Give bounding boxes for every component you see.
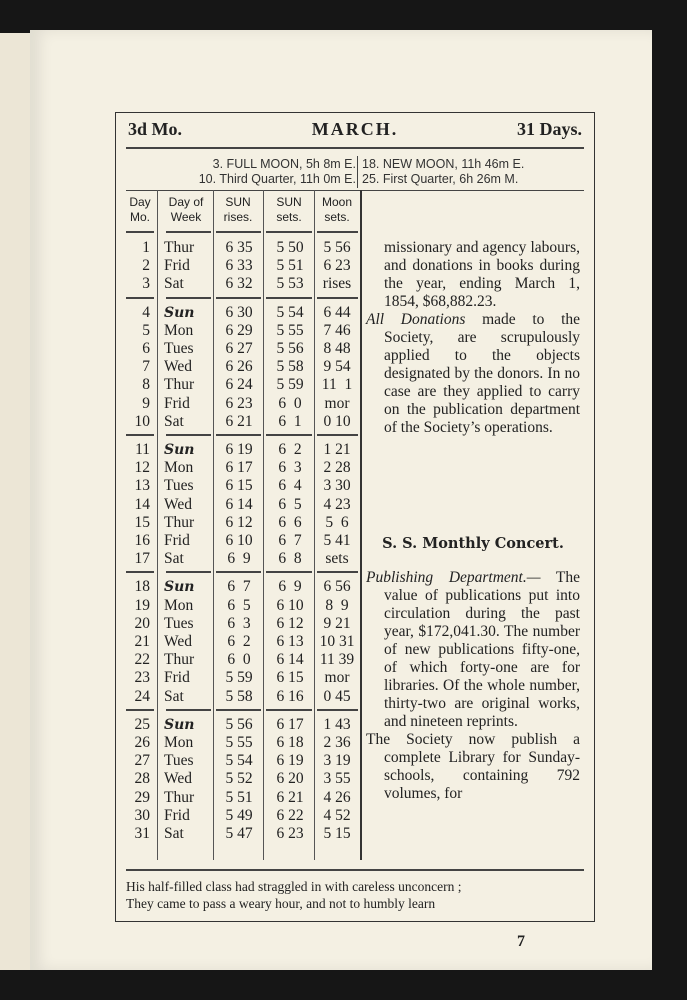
week-separator	[126, 434, 154, 436]
day-of-month: 6	[142, 340, 150, 357]
day-count: 31 Days.	[516, 119, 582, 139]
day-of-month: 14	[134, 495, 150, 513]
day-of-month: 4	[142, 303, 150, 321]
sun-rises-time: 6 33	[225, 257, 253, 275]
moon-sets-time: rises	[322, 275, 352, 293]
donations-lead: All Donations	[366, 311, 466, 328]
day-of-week: Sat	[164, 687, 184, 705]
sun-sets-time: 6 1	[278, 412, 302, 430]
side-text-block	[366, 239, 580, 437]
column-divider	[157, 190, 158, 860]
column-divider	[263, 190, 264, 860]
sun-sets-time: 6 21	[276, 788, 304, 806]
day-of-month: 26	[134, 734, 150, 751]
week-separator	[266, 709, 312, 711]
sun-rises-time: 6 7	[227, 578, 251, 596]
sun-sets-time: 6 8	[278, 550, 302, 568]
day-of-month: 19	[134, 596, 150, 614]
day-of-week: Sun	[164, 579, 195, 596]
moon-sets-time: 4 23	[323, 495, 351, 513]
sun-sets-time: 6 14	[276, 651, 304, 669]
moon-sets-time: 6 56	[323, 578, 351, 596]
day-of-month: 22	[134, 651, 150, 669]
side-text-block-2	[366, 569, 580, 803]
sun-sets-time: 6 19	[276, 752, 304, 770]
day-of-week: Wed	[164, 633, 193, 650]
day-of-month: 15	[134, 513, 150, 531]
day-of-month: 11	[135, 441, 150, 458]
day-of-month: 18	[134, 578, 150, 596]
sun-rises-time: 6 14	[225, 495, 253, 513]
footer-line-2: They came to pass a weary hour, and not to humbly learn	[126, 896, 436, 911]
day-of-month: 28	[134, 770, 150, 788]
sun-rises-time: 6 29	[225, 321, 253, 339]
table-header-rule	[266, 231, 312, 233]
column-divider	[314, 190, 315, 860]
sun-rises-time: 6 5	[227, 596, 251, 614]
sun-sets-time: 6 17	[276, 715, 304, 733]
week-separator	[166, 709, 211, 711]
sun-rises-time: 6 12	[225, 513, 253, 531]
sun-rises-time: 5 56	[225, 715, 253, 733]
sun-sets-time: 5 59	[276, 376, 304, 394]
day-of-week: Sat	[164, 275, 184, 293]
moon-sets-time: 0 45	[323, 687, 351, 705]
moon-sets-time: 1 21	[323, 441, 351, 458]
almanac-page	[30, 30, 652, 970]
sun-sets-time: 6 2	[278, 441, 302, 458]
moon-divider	[357, 156, 358, 188]
sun-sets-time: 6 15	[276, 669, 304, 687]
sun-rises-time: 5 49	[225, 806, 253, 824]
moon-sets-time: 5 41	[323, 532, 351, 549]
sun-sets-time: 6 6	[278, 513, 302, 531]
moon-sets-time: 2 36	[323, 734, 351, 751]
moon-rule	[126, 190, 584, 191]
table-header-rule	[317, 231, 358, 233]
day-of-week: Frid	[164, 257, 190, 275]
sun-rises-time: 5 47	[225, 825, 253, 842]
sun-rises-time: 6 21	[225, 412, 253, 430]
page-number: 7	[517, 933, 525, 950]
sun-rises-time: 6 35	[225, 239, 253, 256]
sun-sets-time: 6 3	[278, 459, 302, 477]
day-of-week: Wed	[164, 770, 193, 788]
day-of-month: 3	[142, 275, 150, 293]
sun-sets-time: 5 58	[276, 358, 304, 376]
month-number: 3d Mo.	[128, 119, 182, 139]
day-of-week: Frid	[164, 532, 190, 549]
sun-sets-time: 6 7	[278, 532, 302, 549]
day-of-week: Wed	[164, 495, 193, 513]
day-of-week: Sun	[164, 442, 195, 458]
week-separator	[166, 297, 211, 299]
week-separator	[317, 297, 358, 299]
sun-rises-time: 5 55	[225, 734, 253, 751]
table-header-rule	[166, 231, 211, 233]
day-of-week: Mon	[164, 459, 194, 477]
sun-rises-time: 6 27	[225, 340, 253, 357]
day-of-month: 8	[142, 376, 150, 394]
moon-sets-time: 9 21	[323, 614, 351, 632]
day-of-week: Mon	[164, 596, 194, 614]
moon-sets-time: 10 31	[319, 633, 355, 650]
sun-sets-time: 6 0	[278, 394, 302, 412]
week-separator	[266, 571, 312, 573]
sun-rises-time: 6 15	[225, 477, 253, 495]
day-of-month: 21	[134, 633, 150, 650]
day-of-month: 23	[134, 669, 150, 687]
sun-sets-time: 6 9	[278, 578, 302, 596]
sun-rises-time: 6 0	[227, 651, 251, 669]
moon-sets-time: 6 23	[323, 257, 351, 275]
day-of-month: 27	[134, 752, 150, 770]
day-of-month: 5	[142, 321, 150, 339]
sun-sets-time: 6 4	[278, 477, 302, 495]
sun-rises-time: 6 30	[225, 303, 253, 321]
week-separator	[126, 297, 154, 299]
moon-sets-time: 8 48	[323, 340, 351, 357]
moon-sets-time: 8 9	[325, 596, 349, 614]
day-of-week: Thur	[164, 651, 195, 669]
day-of-week: Thur	[164, 788, 195, 806]
footer-verse	[126, 878, 584, 912]
column-divider	[213, 190, 214, 860]
day-of-month: 16	[134, 532, 150, 549]
sun-sets-time: 5 53	[276, 275, 304, 293]
day-of-month: 10	[134, 412, 150, 430]
day-of-month: 12	[134, 459, 150, 477]
moon-sets-time: 5 56	[323, 239, 351, 256]
week-separator	[216, 434, 261, 436]
week-separator	[317, 571, 358, 573]
day-of-month: 2	[142, 257, 150, 275]
sun-rises-time: 6 19	[225, 441, 253, 458]
day-of-month: 30	[134, 806, 150, 824]
moon-sets-time: 3 55	[323, 770, 351, 788]
sun-rises-time: 5 54	[225, 752, 253, 770]
sun-sets-time: 6 16	[276, 687, 304, 705]
sun-sets-time: 6 12	[276, 614, 304, 632]
sun-rises-time: 6 23	[225, 394, 253, 412]
page-frame	[115, 112, 595, 922]
moon-phase-new: 18. NEW MOON, 11h 46m E.	[362, 157, 525, 171]
sun-sets-time: 5 54	[276, 303, 304, 321]
moon-sets-time: 2 28	[323, 459, 351, 477]
publishing-body: The value of publications put into circulation during the past year, $172,041.30. The number of new publications fifty-one, of which forty-one are for libraries. Of the whole number, thirty-two are original works, and nineteen reprints.	[384, 569, 580, 730]
paragraph-library: The Society now publish a complete Library for Sunday-schools, containing 792 volumes, for	[366, 731, 580, 802]
week-separator	[166, 434, 211, 436]
day-of-week: Frid	[164, 394, 190, 412]
day-of-week: Mon	[164, 321, 194, 339]
day-of-month: 29	[134, 788, 150, 806]
day-of-week: Tues	[164, 752, 194, 770]
moon-sets-time: 4 26	[323, 788, 351, 806]
page-header	[126, 119, 584, 143]
paragraph-publishing	[366, 569, 580, 731]
moon-sets-time: 7 46	[323, 321, 351, 339]
moon-sets-time: 6 44	[323, 303, 351, 321]
day-of-week: Frid	[164, 806, 190, 824]
header-day-of-week: Day of Week	[168, 195, 204, 224]
moon-sets-time: 9 54	[323, 358, 351, 376]
day-of-week: Sat	[164, 825, 184, 842]
day-of-month: 31	[134, 825, 150, 842]
day-of-week: Tues	[164, 340, 194, 357]
column-divider	[360, 190, 362, 860]
moon-phase-full: 3. FULL MOON, 5h 8m E.	[212, 157, 356, 171]
day-of-week: Thur	[164, 376, 195, 394]
concert-heading: S. S. Monthly Concert.	[382, 535, 564, 552]
moon-phase-first-quarter: 25. First Quarter, 6h 26m M.	[362, 172, 519, 186]
week-separator	[126, 709, 154, 711]
header-sun-sets: SUN sets.	[276, 195, 302, 224]
moon-sets-time: mor	[324, 669, 350, 687]
sun-rises-time: 6 9	[227, 550, 251, 568]
week-separator	[317, 709, 358, 711]
sun-sets-time: 6 13	[276, 633, 304, 650]
table-header-rule	[216, 231, 261, 233]
header-sun-rises: SUN rises.	[223, 195, 253, 224]
sun-rises-time: 6 3	[227, 614, 251, 632]
moon-sets-time: 0 10	[323, 412, 351, 430]
moon-phase-third-quarter: 10. Third Quarter, 11h 0m E.	[198, 172, 356, 186]
sun-sets-time: 6 5	[278, 495, 302, 513]
moon-sets-time: 4 52	[323, 806, 351, 824]
day-of-week: Sun	[164, 304, 195, 321]
sun-rises-time: 6 10	[225, 532, 253, 549]
sun-sets-time: 5 55	[276, 321, 304, 339]
donations-body: made to the Society, are scrupulously applied to the objects designated by the donors. In no case are they applied to carry on the publication department of the Society’s operations.	[384, 311, 581, 436]
sun-rises-time: 6 32	[225, 275, 253, 293]
sun-rises-time: 6 2	[227, 633, 251, 650]
day-of-month: 13	[134, 477, 150, 495]
paragraph-donations	[366, 311, 580, 437]
moon-sets-time: 11 39	[319, 651, 355, 669]
sun-rises-time: 6 24	[225, 376, 253, 394]
moon-sets-time: 1 43	[323, 715, 351, 733]
publishing-lead: Publishing Department.—	[366, 569, 541, 586]
sun-rises-time: 5 51	[225, 788, 253, 806]
header-moon-sets: Moon sets.	[321, 195, 353, 224]
day-of-month: 20	[134, 614, 150, 632]
day-of-month: 9	[142, 394, 150, 412]
sun-sets-time: 5 56	[276, 340, 304, 357]
sun-rises-time: 5 58	[225, 687, 253, 705]
day-of-month: 1	[142, 239, 150, 256]
week-separator	[266, 434, 312, 436]
sun-sets-time: 6 22	[276, 806, 304, 824]
week-separator	[126, 571, 154, 573]
sun-sets-time: 5 50	[276, 239, 304, 256]
day-of-week: Thur	[164, 513, 195, 531]
header-rule	[126, 147, 584, 149]
day-of-week: Tues	[164, 477, 194, 495]
sun-sets-time: 5 51	[276, 257, 304, 275]
week-separator	[216, 297, 261, 299]
day-of-week: Mon	[164, 734, 194, 751]
moon-sets-time: 5 15	[323, 825, 351, 842]
day-of-week: Sat	[164, 550, 184, 568]
week-separator	[216, 709, 261, 711]
week-separator	[317, 434, 358, 436]
week-separator	[216, 571, 261, 573]
day-of-week: Wed	[164, 358, 193, 376]
day-of-month: 17	[134, 550, 150, 568]
paragraph-missionary: missionary and agency labours, and donations in books during the year, ending March 1, 1854, $68,882.23.	[384, 239, 580, 310]
month-name: MARCH.	[311, 119, 399, 139]
day-of-week: Frid	[164, 669, 190, 687]
moon-sets-time: 5 6	[325, 513, 349, 531]
moon-sets-time: 3 30	[323, 477, 351, 495]
sun-rises-time: 6 26	[225, 358, 253, 376]
week-separator	[166, 571, 211, 573]
day-of-week: Tues	[164, 614, 194, 632]
day-of-week: Sat	[164, 412, 184, 430]
day-of-month: 25	[134, 715, 150, 733]
footer-rule	[126, 869, 584, 871]
day-of-month: 7	[142, 358, 150, 376]
sun-rises-time: 5 59	[225, 669, 253, 687]
moon-sets-time: mor	[324, 394, 350, 412]
week-separator	[266, 297, 312, 299]
day-of-week: Thur	[164, 239, 195, 256]
day-of-month: 24	[134, 687, 150, 705]
sun-sets-time: 6 20	[276, 770, 304, 788]
moon-sets-time: sets	[325, 550, 349, 568]
day-of-week: Sun	[164, 716, 195, 733]
sun-sets-time: 6 18	[276, 734, 304, 751]
moon-sets-time: 3 19	[323, 752, 351, 770]
sun-sets-time: 6 10	[276, 596, 304, 614]
table-header-rule	[126, 231, 154, 233]
sun-rises-time: 5 52	[225, 770, 253, 788]
header-day-mo: Day Mo.	[129, 195, 151, 224]
footer-line-1: His half-filled class had straggled in with careless unconcern ;	[126, 879, 462, 894]
moon-sets-time: 11 1	[321, 376, 353, 394]
sun-rises-time: 6 17	[225, 459, 253, 477]
sun-sets-time: 6 23	[276, 825, 304, 842]
